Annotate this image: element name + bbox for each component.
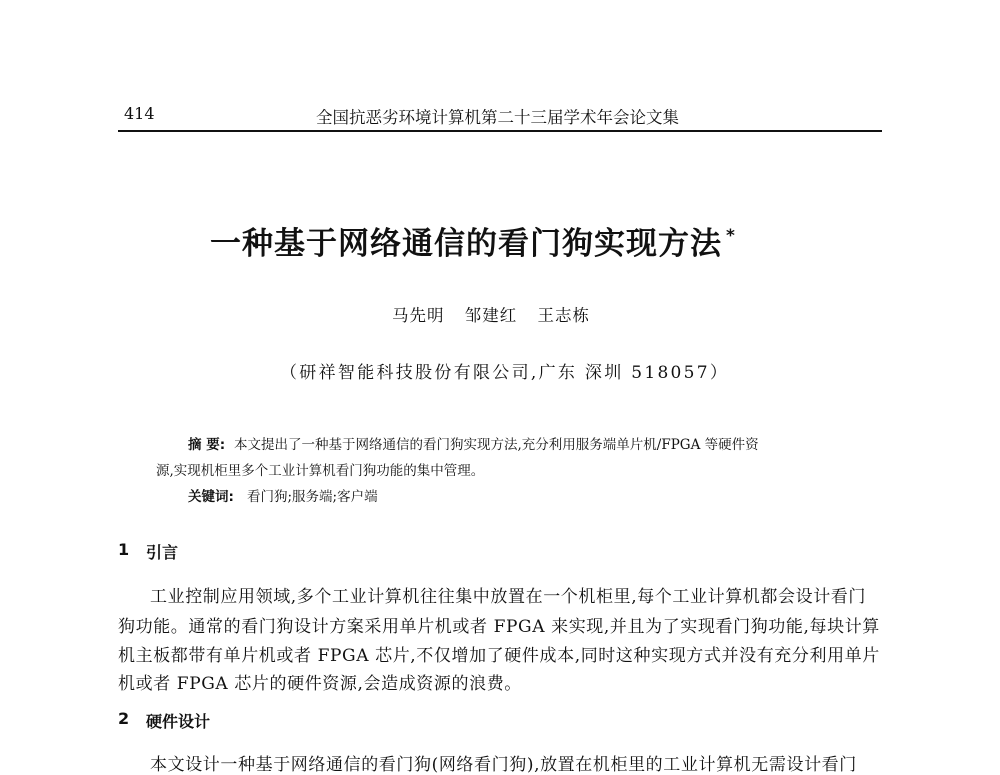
section-number: 2 (118, 709, 130, 728)
section-title: 硬件设计 (146, 712, 211, 731)
body-text-line: 狗功能。通常的看门狗设计方案采用单片机或者 FPGA 来实现,并且为了实现看门狗功能,每块计算 (118, 617, 880, 637)
affiliation: （研祥智能科技股份有限公司,广东 深圳 518057） (280, 363, 730, 383)
section-number: 1 (118, 540, 130, 559)
paper-title-text: 一种基于网络通信的看门狗实现方法 (210, 226, 722, 262)
body-text-line: 机或者 FPGA 芯片的硬件资源,会造成资源的浪费。 (118, 674, 522, 694)
section-title: 引言 (146, 543, 179, 562)
body-text-line: 工业控制应用领域,多个工业计算机往往集中放置在一个机柜里,每个工业计算机都会设计看门 (150, 587, 867, 607)
authors: 马先明 邹建红 王志栋 (392, 306, 590, 325)
paper-title (210, 218, 736, 263)
title-footnote-marker: * (726, 226, 736, 246)
body-text-line: 机主板都带有单片机或者 FPGA 芯片,不仅增加了硬件成本,同时这种实现方式并没有充分利用单片 (118, 646, 880, 666)
body-text-line: 本文设计一种基于网络通信的看门狗(网络看门狗),放置在机柜里的工业计算机无需设计看门 (150, 755, 857, 775)
abstract-line: 本文提出了一种基于网络通信的看门狗实现方法,充分利用服务端单片机/FPGA 等硬件资 (234, 437, 759, 453)
header-rule (118, 130, 882, 132)
page-number: 414 (124, 104, 155, 123)
abstract-line: 源,实现机柜里多个工业计算机看门狗功能的集中管理。 (156, 463, 485, 479)
keywords-label: 关键词: (188, 489, 234, 505)
abstract-label: 摘 要: (188, 437, 226, 453)
keywords-text: 看门狗;服务端;客户端 (247, 489, 378, 505)
running-title: 全国抗恶劣环境计算机第二十三届学术年会论文集 (316, 108, 679, 127)
